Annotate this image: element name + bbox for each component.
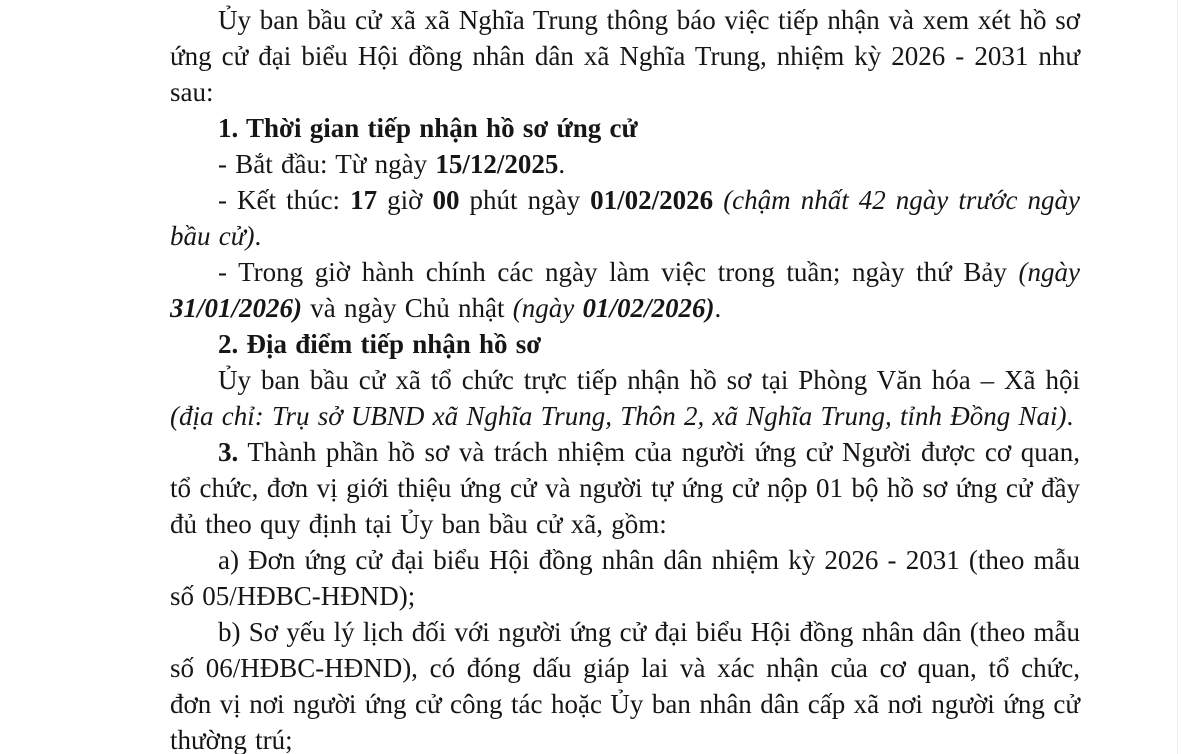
text-run: (chậm nhất 42 ngày trước ngày bầu cử): [170, 185, 1080, 251]
end-date-line: [170, 182, 1080, 254]
text-run: 01/02/2026: [590, 185, 714, 215]
working-hours-line: [170, 254, 1080, 326]
text-run: b) Sơ yếu lý lịch đối với người ứng cử đại biểu Hội đồng nhân dân (theo mẫu số 06/HĐBC-HĐND), có đóng dấu giáp lai và xác nhận của cơ quan, tổ chức, đơn vị nơi người ứng cử công tác hoặc Ủy ban nhân dân cấp xã nơi người ứng cử thường trú;: [170, 617, 1080, 754]
scan-edge-line: [1177, 0, 1178, 754]
text-run: - Bắt đầu: Từ ngày: [218, 149, 436, 179]
item-b-paragraph: [170, 614, 1080, 754]
text-run: 00: [432, 185, 460, 215]
text-run: - Kết thúc:: [218, 185, 351, 215]
item-a-paragraph: [170, 542, 1080, 614]
text-run: 2. Địa điểm tiếp nhận hồ sơ: [218, 329, 542, 359]
text-run: - Trong giờ hành chính các ngày làm việc trong tuần; ngày thứ Bảy: [218, 257, 1019, 287]
section-1-heading: [170, 110, 1080, 146]
text-run: a) Đơn ứng cử đại biểu Hội đồng nhân dân nhiệm kỳ 2026 - 2031 (theo mẫu số 05/HĐBC-HĐND);: [170, 545, 1080, 611]
text-run: Ủy ban bầu cử xã xã Nghĩa Trung thông báo việc tiếp nhận và xem xét hồ sơ ứng cử đại biểu Hội đồng nhân dân xã Nghĩa Trung, nhiệm kỳ 2026 - 2031 như sau:: [170, 5, 1080, 107]
text-run: 17: [350, 185, 378, 215]
intro-paragraph: [170, 2, 1080, 110]
section-3-paragraph: [170, 434, 1080, 542]
text-run: [713, 185, 723, 215]
start-date-line: [170, 146, 1080, 182]
document-body: [170, 2, 1080, 754]
text-run: giờ: [377, 185, 433, 215]
text-run: Thành phần hồ sơ và trách nhiệm của người ứng cử Người được cơ quan, tổ chức, đơn vị giới thiệu ứng cử và người tự ứng cử nộp 01 bộ hồ sơ ứng cử đầy đủ theo quy định tại Ủy ban bầu cử xã, gồm:: [170, 437, 1080, 539]
text-run: (địa chỉ: Trụ sở UBND xã Nghĩa Trung, Thôn 2, xã Nghĩa Trung, tỉnh Đồng Nai): [170, 401, 1067, 431]
text-run: .: [558, 149, 566, 179]
location-paragraph: [170, 362, 1080, 434]
text-run: 3.: [218, 437, 239, 467]
text-run: .: [714, 293, 722, 323]
text-run: (ngày: [512, 293, 583, 323]
text-run: 01/02/2026): [582, 293, 715, 323]
text-run: (ngày: [1018, 257, 1080, 287]
text-run: 1. Thời gian tiếp nhận hồ sơ ứng cử: [218, 113, 638, 143]
text-run: 31/01/2026): [170, 293, 302, 323]
section-2-heading: [170, 326, 1080, 362]
text-run: Ủy ban bầu cử xã tổ chức trực tiếp nhận hồ sơ tại Phòng Văn hóa – Xã hội: [218, 365, 1080, 395]
text-run: 15/12/2025: [435, 149, 559, 179]
text-run: .: [254, 221, 262, 251]
text-run: và ngày Chủ nhật: [302, 293, 513, 323]
text-run: .: [1066, 401, 1074, 431]
text-run: phút ngày: [459, 185, 591, 215]
